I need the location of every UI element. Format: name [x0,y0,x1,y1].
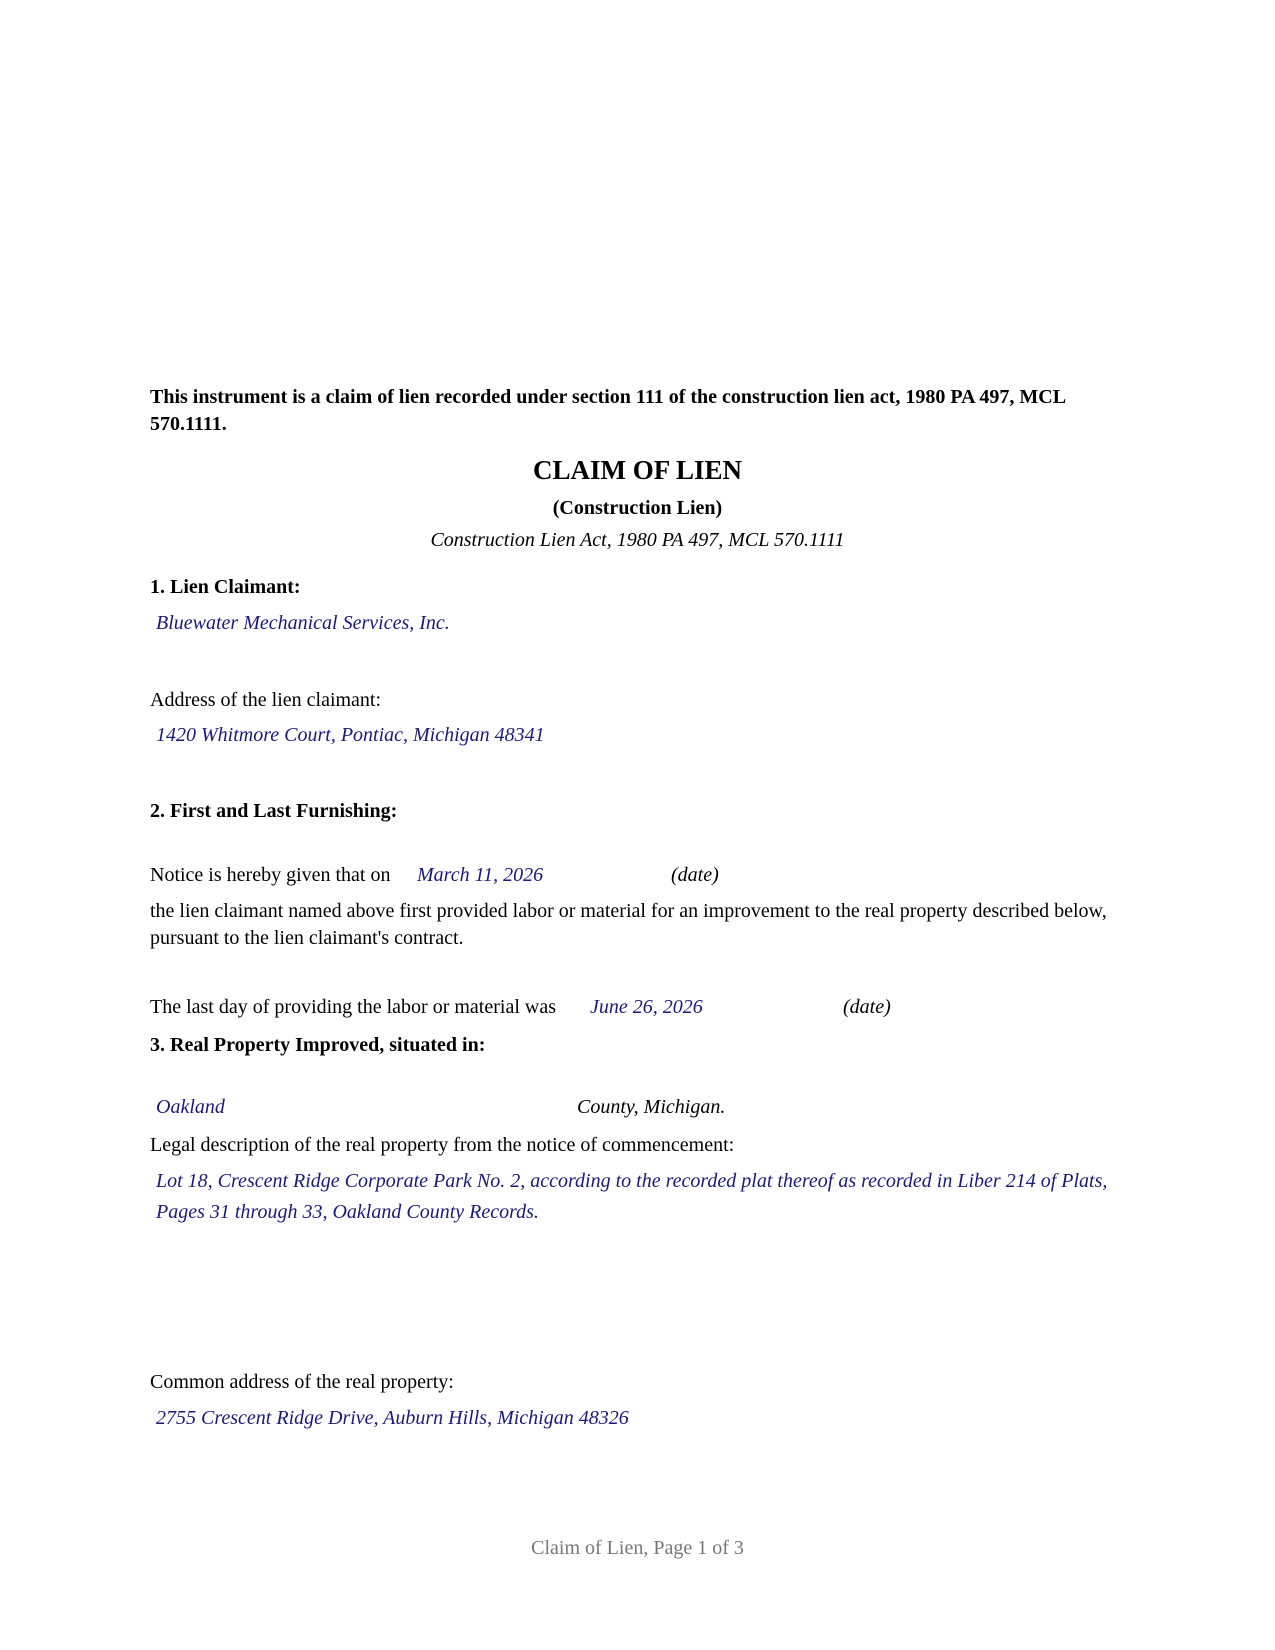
common-address-field[interactable]: 2755 Crescent Ridge Drive, Auburn Hills, Michigan 48326 [156,1407,629,1429]
lien-claimant-name-field[interactable]: Bluewater Mechanical Services, Inc. [156,612,450,634]
last-date-label: (date) [843,996,891,1018]
county-suffix: County, Michigan. [577,1096,726,1118]
section-2-heading: 2. First and Last Furnishing: [150,800,398,822]
claimant-address-field[interactable]: 1420 Whitmore Court, Pontiac, Michigan 48341 [156,724,545,746]
section-3-heading: 3. Real Property Improved, situated in: [150,1034,486,1056]
furnishing-paragraph: the lien claimant named above first provided labor or material for an improvement to the real property described below, pursuant to the lien claimant's contract. [150,900,1107,949]
statute-notice: This instrument is a claim of lien recorded under section 111 of the construction lien act, 1980 PA 497, MCL 570.1111. [150,386,1065,435]
last-furnishing-date-field[interactable]: June 26, 2026 [590,996,703,1018]
page-footer: Claim of Lien, Page 1 of 3 [531,1537,744,1559]
notice-prefix: Notice is hereby given that on [150,864,391,886]
legal-description-field[interactable]: Lot 18, Crescent Ridge Corporate Park No. 2, according to the recorded plat thereof as recorded in Liber 214 of Plats, Pages 31 through 33, Oakland County Records. [156,1170,1108,1223]
county-field[interactable]: Oakland [156,1096,225,1118]
common-address-label: Common address of the real property: [150,1371,454,1393]
first-furnishing-date-field[interactable]: March 11, 2026 [417,864,544,886]
last-day-prefix: The last day of providing the labor or material was [150,996,556,1018]
first-date-label: (date) [671,864,719,886]
section-1-heading: 1. Lien Claimant: [150,576,301,598]
document-title: CLAIM OF LIEN [532,455,742,485]
legal-description-label: Legal description of the real property from the notice of commencement: [150,1134,735,1156]
document-subtitle: (Construction Lien) [552,497,723,519]
claimant-address-label: Address of the lien claimant: [150,689,382,711]
act-reference: Construction Lien Act, 1980 PA 497, MCL 570.1111 [430,529,845,551]
